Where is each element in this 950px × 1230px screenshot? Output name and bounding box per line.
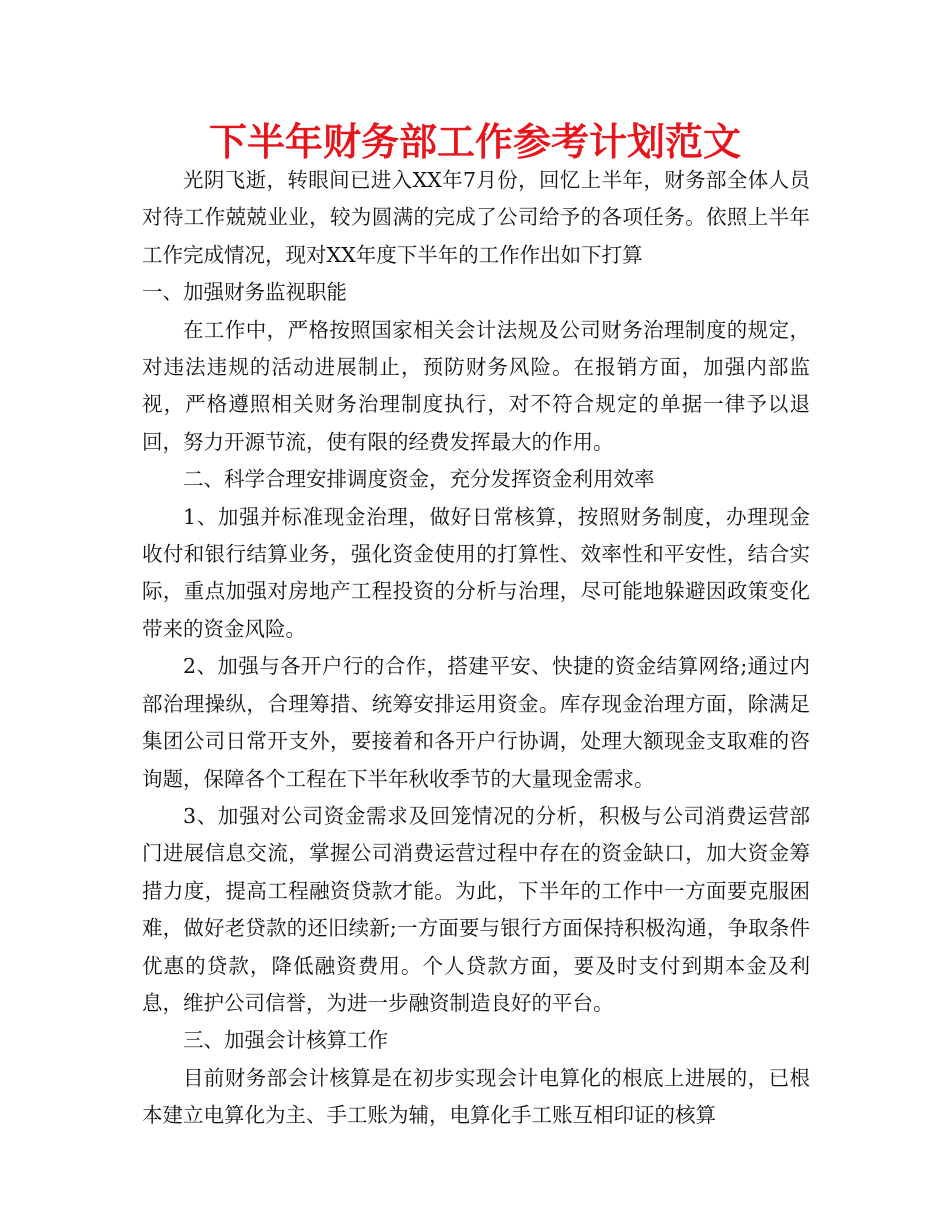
paragraph-item-3: 3、加强对公司资金需求及回笼情况的分析，积极与公司消费运营部门进展信息交流，掌握公司消费运营过程中存在的资金缺口，加大资金筹措力度，提高工程融资贷款才能。为此，下半年的工作中一方面要克服困难，做好老贷款的还旧续新;一方面要与银行方面保持积极沟通，争取条件优惠的贷款，降低融资费用。个人贷款方面，要及时支付到期本金及利息，维护公司信誉，为进一步融资制造良好的平台。 <box>142 803 810 1015</box>
paragraph-intro: 光阴飞逝，转眼间已进入XX年7月份，回忆上半年，财务部全体人员对待工作兢兢业业，较为圆满的完成了公司给予的各项任务。依照上半年工作完成情况，现对XX年度下半年的工作作出如下打算 <box>142 168 810 267</box>
section-heading-3: 三、加强会计核算工作 <box>183 1028 388 1053</box>
paragraph-item-1: 1、加强并标准现金治理，做好日常核算，按照财务制度，办理现金收付和银行结算业务，强化资金使用的打算性、效率性和平安性，结合实际，重点加强对房地产工程投资的分析与治理，尽可能地躲避因政策变化带来的资金风险。 <box>142 504 810 641</box>
document-title: 下半年财务部工作参考计划范文 <box>208 120 741 164</box>
section-heading-1: 一、加强财务监视职能 <box>142 280 347 305</box>
section-heading-2: 二、科学合理安排调度资金，充分发挥资金利用效率 <box>183 467 655 492</box>
paragraph-section-1: 在工作中，严格按照国家相关会计法规及公司财务治理制度的规定，对违法违规的活动进展制止，预防财务风险。在报销方面，加强内部监视，严格遵照相关财务治理制度执行，对不符合规定的单据一律予以退回，努力开源节流，使有限的经费发挥最大的作用。 <box>142 317 810 454</box>
paragraph-item-2: 2、加强与各开户行的合作，搭建平安、快捷的资金结算网络;通过内部治理操纵，合理筹措、统筹安排运用资金。库存现金治理方面，除满足集团公司日常开支外，要接着和各开户行协调，处理大额现金支取难的咨询题，保障各个工程在下半年秋收季节的大量现金需求。 <box>142 654 810 791</box>
document-body <box>142 162 810 1135</box>
paragraph-section-3: 目前财务部会计核算是在初步实现会计电算化的根底上进展的，已根本建立电算化为主、手工账为辅，电算化手工账互相印证的核算 <box>142 1065 810 1128</box>
